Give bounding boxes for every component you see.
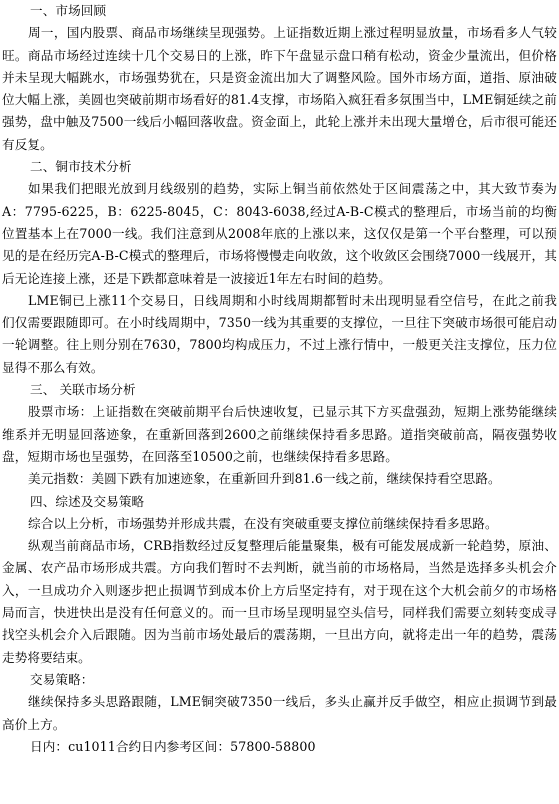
section-heading-copper-technical: 二、铜市技术分析 <box>30 159 132 175</box>
paragraph-dollar-index: 美元指数：美圆下跌有加速迹象，在重新回升到81.6一线之前，继续保持看空思路。 <box>28 471 501 487</box>
paragraph-market-review: 周一，国内股票、商品市场继续呈现强势。上证指数近期上涨过程明显放量，市场看多人气较旺。商品市场经过连续十几个交易日的上涨，昨下午盘显示盘口稍有松动，资金少量流出，但价格并未呈现大幅跳水，市场强势犹在，只是资金流出加大了调整风险。国外市场方面，道指、原油破位大幅上涨，美圆也突破前期市场看好的81.4支撑，市场陷入疯狂看多氛围当中，LME铜延续之前强势，盘中触及7500一线后小幅回落收盘。资金面上，此轮上涨并未出现大量增仓，后市很可能还有反复。 <box>2 25 557 152</box>
section-heading-trading-strategy: 交易策略： <box>30 671 94 687</box>
section-heading-summary-strategy: 四、综述及交易策略 <box>30 493 145 509</box>
paragraph-stock-market: 股票市场：上证指数在突破前期平台后快速收复，已显示其下方买盘强劲，短期上涨势能继续维系并无明显回落迹象，在重新回落到2600之前继续保持看多思路。道指突破前高，隔夜强势收盘，短期市场也呈强势，在回落至10500之前，也继续保持看多思路。 <box>2 404 557 464</box>
paragraph-trading-strategy: 继续保持多头思路跟随，LME铜突破7350一线后，多头止赢并反手做空，相应止损调节到最高价上方。 <box>2 694 557 732</box>
intraday-reference-range: 日内：cu1011合约日内参考区间：57800-58800 <box>30 738 316 754</box>
paragraph-lme-copper: LME铜已上涨11个交易日，日线周期和小时线周期都暂时未出现明显看空信号，在此之前我们仅需要跟随即可。在小时线周期中，7350一线为其重要的支撑位，一旦往下突破市场很可能启动一轮调整。往上则分别在7630，7800均构成压力，不过上涨行情中，一般更关注支撑位，压力位显得不那么有效。 <box>2 292 557 375</box>
section-heading-related-markets: 三、 关联市场分析 <box>30 382 136 398</box>
paragraph-copper-monthly-trend: 如果我们把眼光放到月线级别的趋势，实际上铜当前依然处于区间震荡之中，其大致节奏为A：7795-6225，B：6225-8045，C：8043-6038,经过A-B-C模式的整理后，市场当前的均衡位置基本上在7000一线。我们注意到从2008年底的上涨以来，这仅仅是第一个平台整理，可以预见的是在经历完A-B-C模式的整理后，市场将慢慢走向收敛，这个收敛区会围绕7000一线展开，其后无论连接上涨，还是下跌都意味着是一波接近1年左右时间的趋势。 <box>2 181 557 286</box>
section-heading-market-review: 一、市场回顾 <box>30 3 107 18</box>
paragraph-commodity-outlook: 纵观当前商品市场，CRB指数经过反复整理后能量聚集，极有可能发展成新一轮趋势，原油、金属、农产品市场形成共震。方向我们暂时不去判断，就当前的市场格局，当然是选择多头机会介入，一旦成功介入则逐步把止损调节到成本价上方后坚定持有，对于现在这个大机会前夕的市场格局而言，快进快出是没有任何意义的。而一旦市场呈现明显空头信号，同样我们需要立刻转变成寻找空头机会介入后跟随。因为当前市场处最后的震荡期，一旦出方向，就将走出一年的趋势，震荡走势将要结束。 <box>2 538 557 665</box>
paragraph-summary: 综合以上分析，市场强势并形成共震，在没有突破重要支撑位前继续保持看多思路。 <box>28 515 498 531</box>
